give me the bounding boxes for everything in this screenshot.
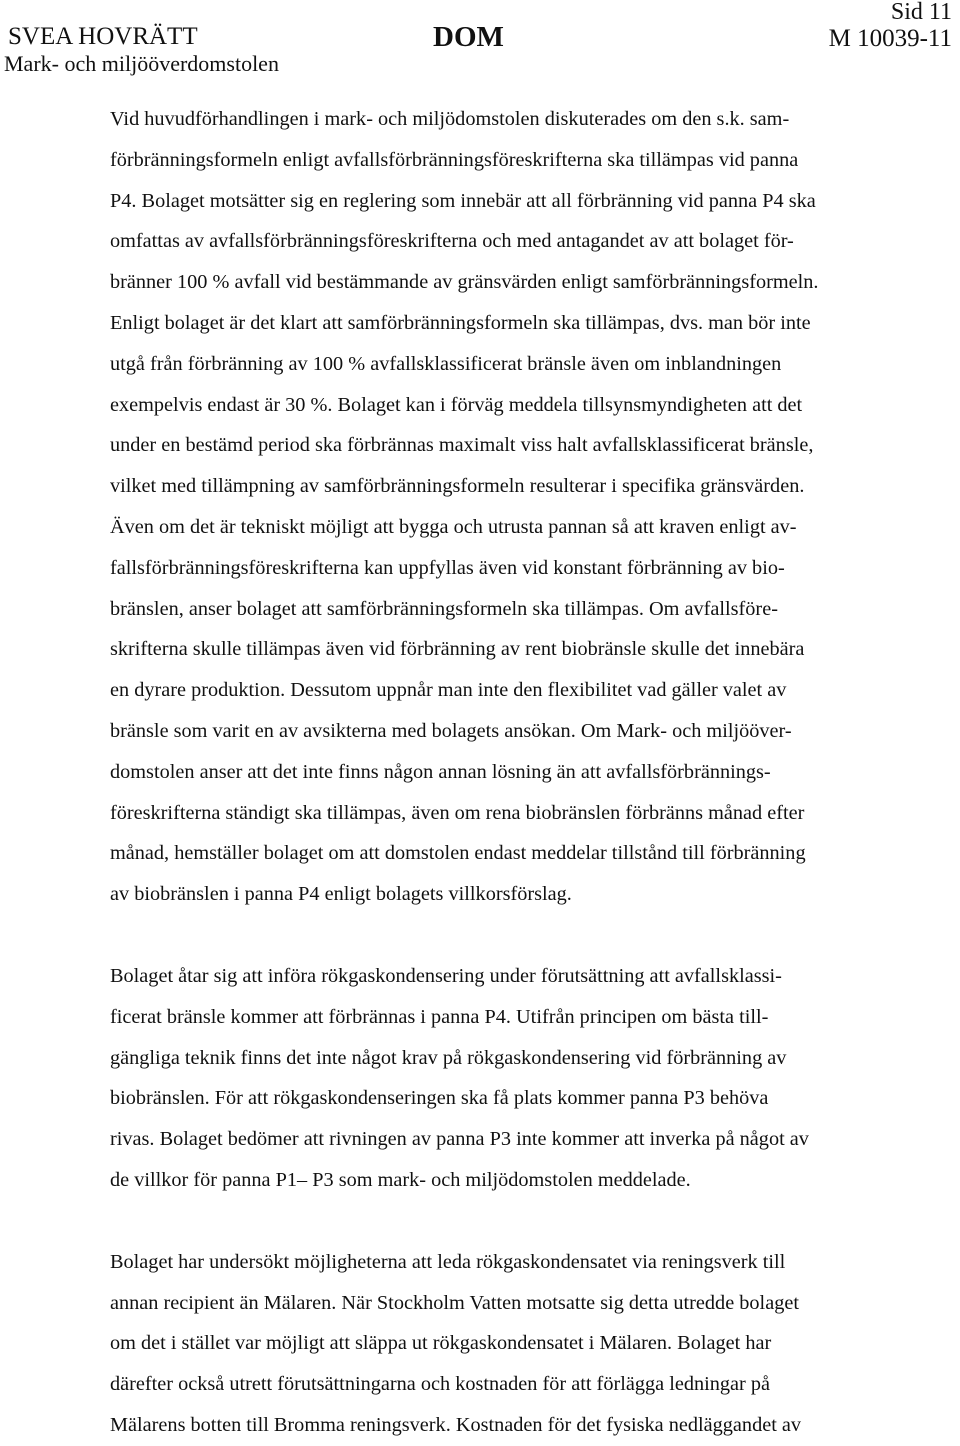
body-paragraph <box>110 99 940 915</box>
text-line: exempelvis endast är 30 %. Bolaget kan i förväg meddela tillsynsmyndigheten att det <box>110 393 803 416</box>
text-line: skrifterna skulle tillämpas även vid förbränning av rent biobränsle skulle det innebära <box>110 638 805 661</box>
text-line: biobränslen. För att rökgaskondenseringen ska få plats kommer panna P3 behöva <box>110 1087 769 1110</box>
text-line: bränslen, anser bolaget att samförbränningsformeln ska tillämpas. Om avfallsföre- <box>110 597 778 620</box>
text-line: Mälarens botten till Bromma reningsverk. Kostnaden för det fysiska nedläggandet av <box>110 1413 802 1436</box>
text-line: bränsle som varit en av avsikterna med bolagets ansökan. Om Mark- och miljööver- <box>110 719 792 742</box>
text-line: Vid huvudförhandlingen i mark- och miljödomstolen diskuterades om den s.k. sam- <box>110 108 790 130</box>
text-line: annan recipient än Mälaren. När Stockholm Vatten motsatte sig detta utredde bolaget <box>110 1291 799 1314</box>
document-type: DOM <box>433 21 504 53</box>
case-number: M 10039-11 <box>828 25 952 52</box>
text-line: vilket med tillämpning av samförbränningsformeln resulterar i specifika gränsvärden. <box>110 475 805 498</box>
text-line: de villkor för panna P1– P3 som mark- och miljödomstolen meddelade. <box>110 1168 691 1191</box>
paragraph-gap <box>110 915 940 956</box>
body-paragraph <box>110 956 940 1201</box>
text-line: fallsförbränningsföreskrifterna kan uppfyllas även vid konstant förbränning av bio- <box>110 556 785 579</box>
court-division: Mark- och miljööverdomstolen <box>4 51 279 76</box>
text-line: Även om det är tekniskt möjligt att bygga och utrusta pannan så att kraven enligt av- <box>110 515 797 538</box>
text-line: föreskrifterna ständigt ska tillämpas, även om rena biobränslen förbränns månad efter <box>110 801 805 824</box>
text-line: bränner 100 % avfall vid bestämmande av gränsvärden enligt samförbränningsformeln. <box>110 271 819 294</box>
text-line: rivas. Bolaget bedömer att rivningen av panna P3 inte kommer att inverka på något av <box>110 1128 809 1151</box>
text-line: under en bestämd period ska förbrännas maximalt viss halt avfallsklassificerat bränsle, <box>110 434 814 457</box>
text-line: P4. Bolaget motsätter sig en reglering som innebär att all förbränning vid panna P4 ska <box>110 189 816 212</box>
text-line: förbränningsformeln enligt avfallsförbränningsföreskrifterna ska tillämpas vid panna <box>110 148 799 171</box>
page-header <box>0 0 960 80</box>
text-line: omfattas av avfallsförbränningsföreskrifterna och med antagandet av att bolaget för- <box>110 230 794 253</box>
paragraph-gap <box>110 1201 940 1242</box>
document-body <box>110 99 940 1446</box>
text-line: utgå från förbränning av 100 % avfallsklassificerat bränsle även om inblandningen <box>110 352 782 375</box>
text-line: en dyrare produktion. Dessutom uppnår man inte den flexibilitet vad gäller valet av <box>110 679 787 702</box>
court-name: SVEA HOVRÄTT <box>8 23 198 50</box>
text-line: ficerat bränsle kommer att förbrännas i panna P4. Utifrån principen om bästa till- <box>110 1005 769 1028</box>
text-line: därefter också utrett förutsättningarna och kostnaden för att förlägga ledningar på <box>110 1373 771 1396</box>
page-number: Sid 11 <box>890 0 952 25</box>
text-line: Bolaget åtar sig att införa rökgaskondensering under förutsättning att avfallsklassi- <box>110 964 782 987</box>
text-line: om det i stället var möjligt att släppa ut rökgaskondensatet i Mälaren. Bolaget har <box>110 1332 772 1355</box>
text-line: av biobränslen i panna P4 enligt bolagets villkorsförslag. <box>110 883 572 906</box>
text-line: månad, hemställer bolaget om att domstolen endast meddelar tillstånd till förbränning <box>110 842 806 865</box>
text-line: domstolen anser att det inte finns någon annan lösning än att avfallsförbrännings- <box>110 760 771 783</box>
body-paragraph <box>110 1242 940 1446</box>
text-line: Bolaget har undersökt möjligheterna att leda rökgaskondensatet via reningsverk till <box>110 1250 786 1273</box>
text-line: gängliga teknik finns det inte något krav på rökgaskondensering vid förbränning av <box>110 1046 787 1069</box>
text-line: Enligt bolaget är det klart att samförbränningsformeln ska tillämpas, dvs. man bör inte <box>110 311 811 334</box>
